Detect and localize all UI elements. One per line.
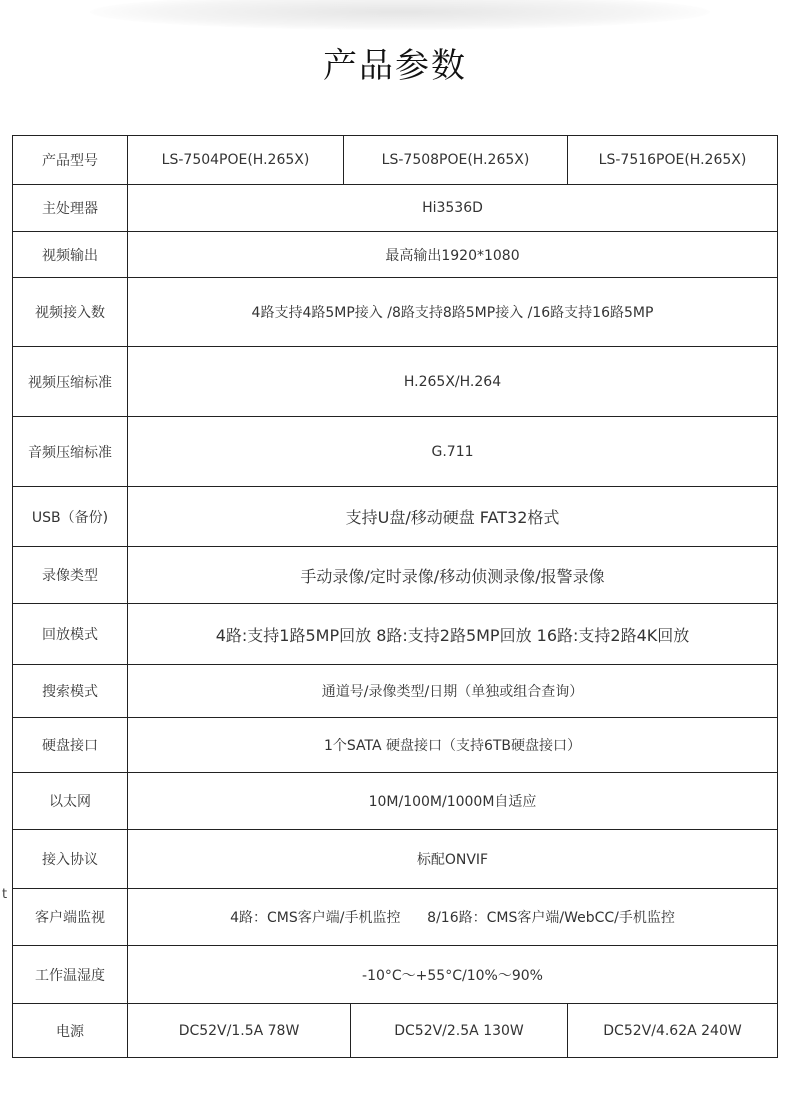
table-row <box>13 946 778 1004</box>
power-4ch: DC52V/1.5A 78W <box>128 1004 351 1058</box>
spec-label-hdd: 硬盘接口 <box>13 718 128 773</box>
spec-value-processor: Hi3536D <box>128 185 778 232</box>
table-row <box>13 278 778 347</box>
spec-label-video-output: 视频输出 <box>13 232 128 278</box>
spec-value-protocol: 标配ONVIF <box>128 830 778 889</box>
spec-label-client: 客户端监视 <box>13 889 128 946</box>
spec-value-temperature: -10°C～+55°C/10%～90% <box>128 946 778 1004</box>
table-row-model <box>13 136 778 185</box>
model-label: 产品型号 <box>13 136 128 185</box>
model-8ch: LS-7508POE(H.265X) <box>344 136 568 185</box>
spec-value-usb: 支持U盘/移动硬盘 FAT32格式 <box>128 487 778 547</box>
power-16ch: DC52V/4.62A 240W <box>568 1004 778 1058</box>
spec-value-ethernet: 10M/100M/1000M自适应 <box>128 773 778 830</box>
table-row-power <box>13 1004 778 1058</box>
spec-label-audio-codec: 音频压缩标准 <box>13 417 128 487</box>
model-4ch: LS-7504POE(H.265X) <box>128 136 344 185</box>
spec-label-playback: 回放模式 <box>13 604 128 665</box>
spec-value-record-type: 手动录像/定时录像/移动侦测录像/报警录像 <box>128 547 778 604</box>
spec-label-processor: 主处理器 <box>13 185 128 232</box>
spec-value-video-input: 4路支持4路5MP接入 /8路支持8路5MP接入 /16路支持16路5MP <box>128 278 778 347</box>
page-title: 产品参数 <box>323 46 467 86</box>
model-16ch: LS-7516POE(H.265X) <box>568 136 778 185</box>
top-shadow-decoration <box>90 0 710 30</box>
spec-label-video-input: 视频接入数 <box>13 278 128 347</box>
table-row <box>13 718 778 773</box>
table-row <box>13 487 778 547</box>
table-row <box>13 604 778 665</box>
spec-value-playback: 4路:支持1路5MP回放 8路:支持2路5MP回放 16路:支持2路4K回放 <box>128 604 778 665</box>
table-row <box>13 232 778 278</box>
table-row <box>13 185 778 232</box>
power-8ch: DC52V/2.5A 130W <box>351 1004 568 1058</box>
spec-label-protocol: 接入协议 <box>13 830 128 889</box>
spec-value-audio-codec: G.711 <box>128 417 778 487</box>
table-row <box>13 889 778 946</box>
table-row <box>13 417 778 487</box>
spec-value-client: 4路：CMS客户端/手机监控 8/16路：CMS客户端/WebCC/手机监控 <box>128 889 778 946</box>
spec-label-temperature: 工作温湿度 <box>13 946 128 1004</box>
side-mark-text: t <box>2 887 8 902</box>
spec-label-search: 搜索模式 <box>13 665 128 718</box>
table-row <box>13 547 778 604</box>
spec-value-search: 通道号/录像类型/日期（单独或组合查询） <box>128 665 778 718</box>
spec-label-video-codec: 视频压缩标准 <box>13 347 128 417</box>
table-row <box>13 347 778 417</box>
spec-table <box>12 135 778 1058</box>
spec-label-ethernet: 以太网 <box>13 773 128 830</box>
table-row <box>13 830 778 889</box>
spec-value-video-codec: H.265X/H.264 <box>128 347 778 417</box>
spec-value-hdd: 1个SATA 硬盘接口（支持6TB硬盘接口） <box>128 718 778 773</box>
spec-label-record-type: 录像类型 <box>13 547 128 604</box>
spec-value-video-output: 最高输出1920*1080 <box>128 232 778 278</box>
table-row <box>13 773 778 830</box>
spec-label-usb: USB（备份) <box>13 487 128 547</box>
power-label: 电源 <box>13 1004 128 1058</box>
table-row <box>13 665 778 718</box>
